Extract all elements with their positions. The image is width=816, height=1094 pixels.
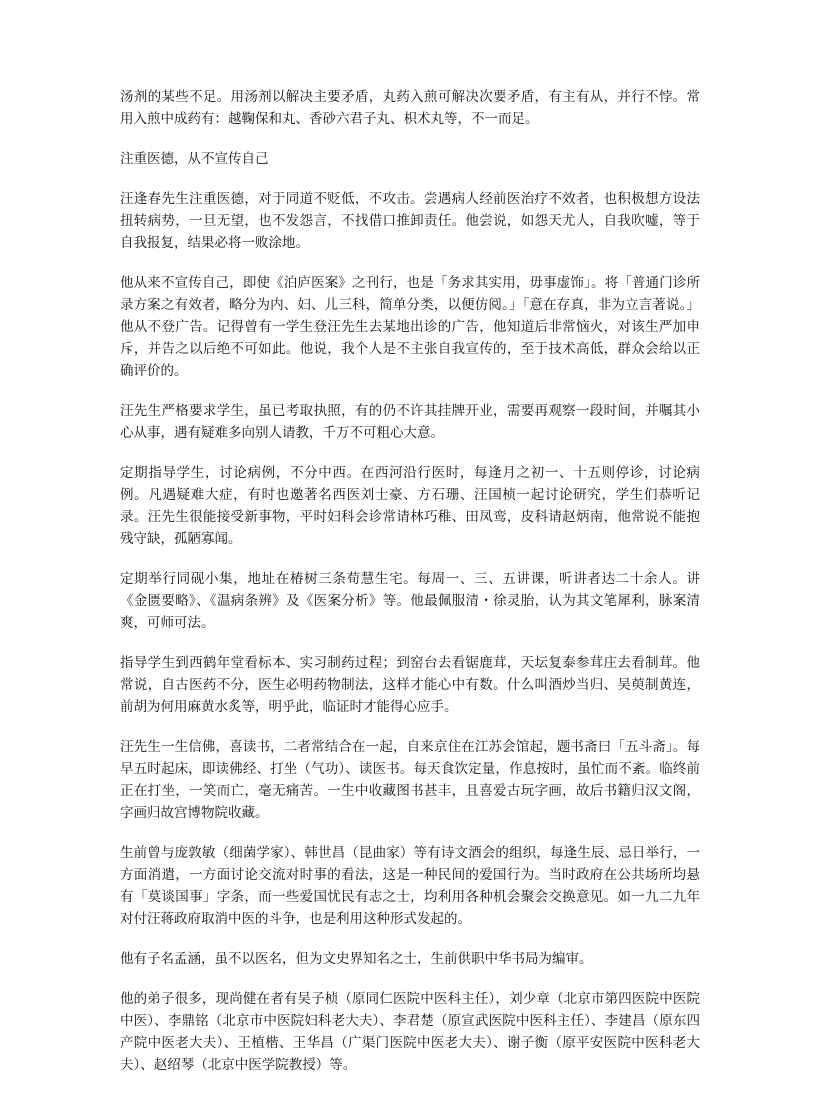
section-heading-medical-ethics: 注重医德，从不宣传自己 (120, 151, 269, 167)
paragraph-ethics-colleagues: 汪逢春先生注重医德，对于同道不贬低，不攻击。尝遇病人经前医治疗不效者，也积极想方设法扭转病势，一旦无望，也不发怨言，不找借口推卸责任。他尝说，如怨天尤人，自我吹嘘，等于自我报复，结果必将一败涂地。 (120, 191, 700, 251)
paragraph-no-self-promotion: 他从来不宣传自己，即使《泊庐医案》之刊行，也是「务求其实用，毋事虚饰」。将「普通门诊所录方案之有效者，略分为内、妇、儿三科，简单分类，以便仿阅。」「意在存真，非为立言著说。」他从不登广告。记得曾有一学生登汪先生去某地出诊的广告，他知道后非常恼火，对该生严加申斥，并告之以后绝不可如此。他说，我个人是不主张自我宣传的，至于技术高低，群众会给以正确评价的。 (120, 275, 700, 379)
document-page (120, 86, 700, 1094)
paragraph-buddhism-reading: 汪先生一生信佛，喜读书，二者常结合在一起，自来京住在江苏会馆起，题书斋曰「五斗斋」。每早五时起床，即读佛经、打坐（气功）、读医书。每天食饮定量，作息按时，虽忙而不紊。临终前正在打坐，一笑而亡，毫无痛苦。一生中收藏图书甚丰，且喜爱古玩字画，故后书籍归汉文阁，字画归故宫博物院收藏。 (120, 739, 700, 821)
paragraph-decoction-note: 汤剂的某些不足。用汤剂以解决主要矛盾，丸药入煎可解决次要矛盾，有主有从，并行不悖。常用入煎中成药有：越鞠保和丸、香砂六君子丸、枳术丸等，不一而足。 (120, 89, 700, 127)
paragraph-poetry-society: 生前曾与庞敦敏（细菌学家）、韩世昌（昆曲家）等有诗文酒会的组织，每逢生辰、忌日举行，一方面消遣，一方面讨论交流对时事的看法，这是一种民间的爱国行为。当时政府在公共场所均悬有「莫谈国事」字条，而一些爱国忧民有志之士，均利用各种机会聚会交换意见。如一九二九年对付汪蒋政府取消中医的斗争，也是利用这种形式发起的。 (120, 845, 700, 927)
paragraph-study-gathering: 定期举行同砚小集，地址在椿树三条荀慧生宅。每周一、三、五讲课，听讲者达二十余人。讲《金匮要略》、《温病条辨》及《医案分析》等。他最佩服清・徐灵胎，认为其文笔犀利，脉案清爽，可师可法。 (120, 571, 700, 631)
paragraph-pharmacy-training: 指导学生到西鹤年堂看标本、实习制药过程；到窑台去看锯鹿茸，天坛复泰参茸庄去看制茸。他常说，自古医药不分，医生必明药物制法，这样才能心中有数。什么叫酒炒当归、吴萸制黄连，前胡为何用麻黄水炙等，明乎此，临证时才能得心应手。 (120, 655, 700, 715)
paragraph-strict-students: 汪先生严格要求学生，虽已考取执照，有的仍不许其挂牌开业，需要再观察一段时间，并嘱其小心从事，遇有疑难多向别人请教，千万不可粗心大意。 (120, 403, 700, 441)
paragraph-disciples: 他的弟子很多，现尚健在者有吴子桢（原同仁医院中医科主任），刘少章（北京市第四医院中医院中医）、李鼎铭（北京市中医院妇科老大夫）、李君楚（原宣武医院中医科主任）、李建昌（原东四产院中医老大夫）、王植楷、王华昌（广渠门医院中医老大夫）、谢子衡（原平安医院中医科老大夫）、赵绍琴（北京中医学院教授）等。 (120, 991, 700, 1073)
paragraph-case-discussion: 定期指导学生，讨论病例，不分中西。在西河沿行医时，每逢月之初一、十五则停诊，讨论病例。凡遇疑难大症，有时也邀著名西医刘士豪、方石珊、汪国桢一起讨论研究，学生们恭听记录。汪先生很能接受新事物，平时妇科会诊常请林巧稚、田凤鸾，皮科请赵炳南，他常说不能抱残守缺，孤陋寡闻。 (120, 465, 700, 547)
paragraph-son: 他有子名孟涵，虽不以医名，但为文史界知名之士，生前供职中华书局为编审。 (120, 951, 593, 967)
